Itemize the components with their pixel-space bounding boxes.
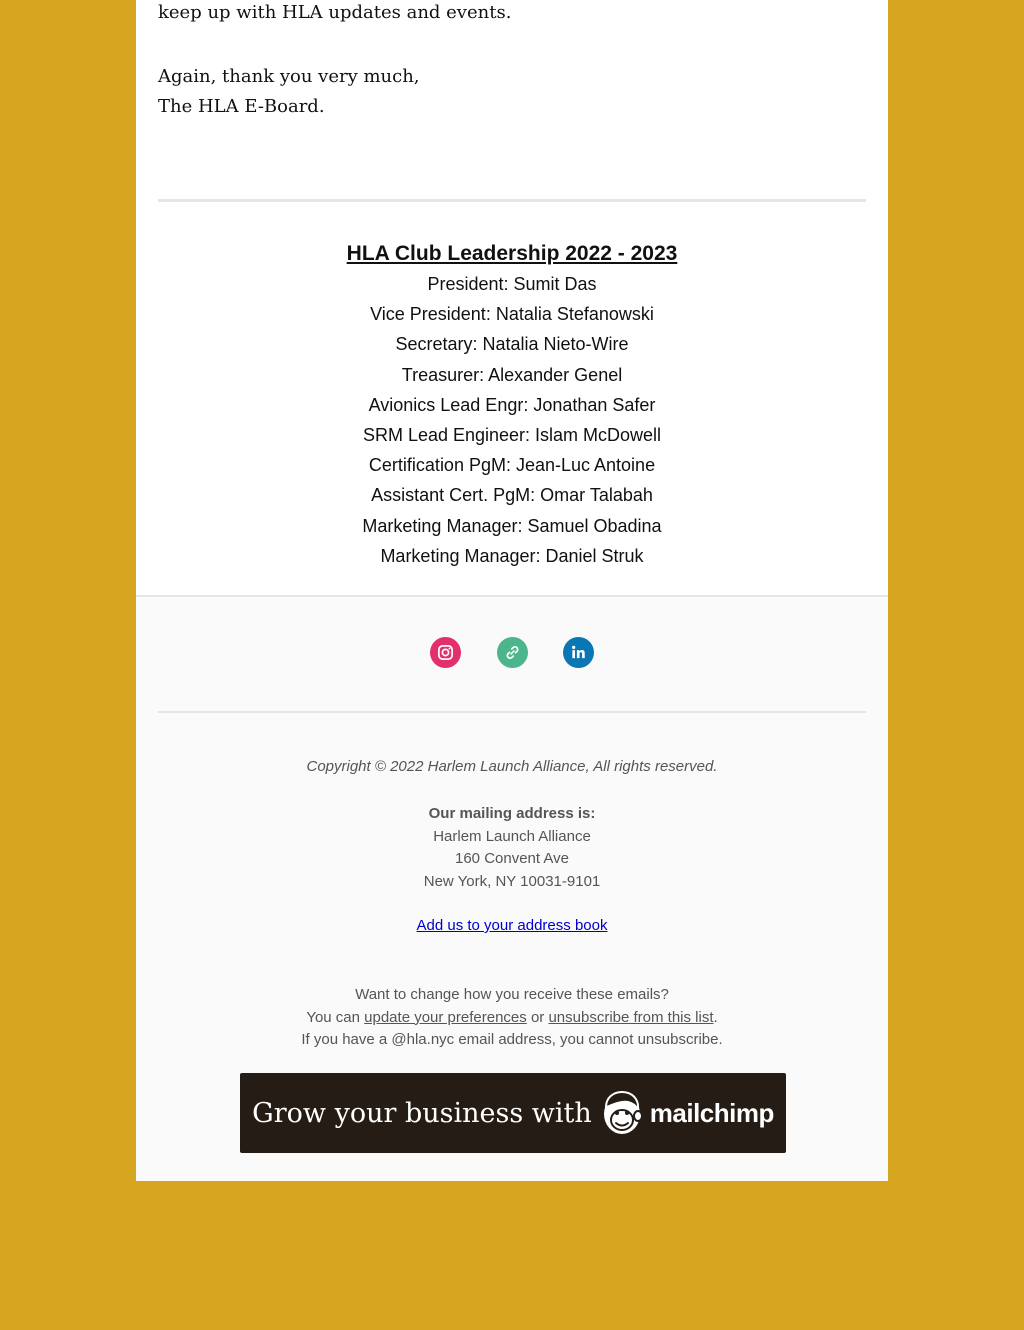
leadership-title: HLA Club Leadership 2022 - 2023 (346, 242, 678, 265)
mailchimp-freddie-icon (600, 1089, 644, 1137)
preferences-block (136, 984, 888, 1052)
address-line-2: 160 Convent Ave (455, 850, 569, 868)
body-text-updates: keep up with HLA updates and events. (158, 2, 512, 23)
leader-marketing-1: Marketing Manager: Samuel Obadina (362, 515, 662, 536)
leader-president: President: Sumit Das (427, 274, 597, 294)
address-book-block (136, 917, 888, 934)
website-link[interactable] (497, 637, 528, 668)
linkedin-link[interactable] (563, 637, 594, 668)
leader-vice-president: Vice President: Natalia Stefanowski (370, 304, 654, 325)
leader-treasurer: Treasurer: Alexander Genel (401, 364, 623, 385)
divider (158, 199, 866, 202)
mailing-label: Our mailing address is: (428, 805, 596, 822)
leader-certification: Certification PgM: Jean-Luc Antoine (368, 455, 656, 476)
signature-text: The HLA E-Board. (158, 96, 325, 117)
instagram-icon (437, 644, 454, 661)
closing-block (158, 62, 420, 122)
address-line-3: New York, NY 10031-9101 (423, 873, 601, 891)
unsubscribe-link[interactable]: unsubscribe from this list (548, 1008, 714, 1026)
leader-assistant-cert: Assistant Cert. PgM: Omar Talabah (371, 485, 653, 506)
mailing-address (136, 803, 888, 894)
closing-text: Again, thank you very much, (158, 66, 420, 87)
preferences-line (136, 1007, 888, 1030)
leader-secretary: Secretary: Natalia Nieto-Wire (395, 334, 629, 355)
email-footer (136, 595, 888, 1181)
or-text: or (530, 1008, 545, 1026)
linkedin-icon (570, 644, 587, 661)
add-address-book-link[interactable]: Add us to your address book (416, 917, 608, 934)
address-line-1: Harlem Launch Alliance (433, 827, 591, 845)
leadership-section (136, 239, 888, 571)
link-icon (504, 644, 521, 661)
email-body (136, 0, 888, 595)
mailchimp-banner[interactable] (240, 1073, 786, 1153)
copyright-text: Copyright © 2022 Harlem Launch Alliance, All rights reserved. (306, 758, 718, 775)
update-preferences-link[interactable]: update your preferences (364, 1008, 527, 1026)
mailchimp-banner-text: Grow your business with (252, 1097, 592, 1129)
instagram-link[interactable] (430, 637, 461, 668)
leader-marketing-2: Marketing Manager: Daniel Struk (380, 545, 644, 566)
email-card (136, 0, 888, 1181)
leader-srm: SRM Lead Engineer: Islam McDowell (362, 424, 662, 445)
period-text: . (713, 1008, 718, 1026)
mailchimp-brand: mailchimp (649, 1097, 774, 1128)
footer-divider (158, 711, 866, 713)
change-question: Want to change how you receive these emails? (355, 986, 669, 1003)
you-can-text: You can (306, 1008, 360, 1026)
leader-avionics: Avionics Lead Engr: Jonathan Safer (368, 394, 656, 415)
hla-email-note: If you have a @hla.nyc email address, you cannot unsubscribe. (301, 1031, 723, 1049)
